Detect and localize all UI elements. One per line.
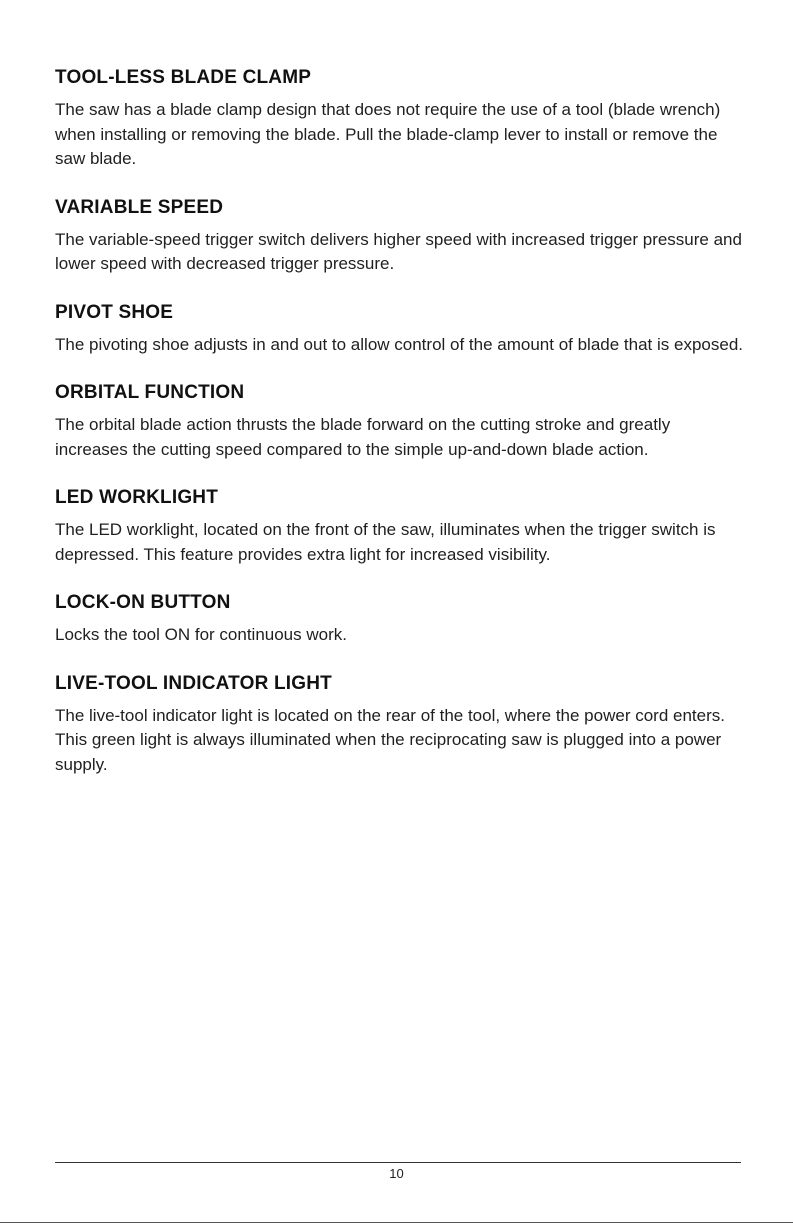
section-tool-less-blade-clamp — [55, 66, 745, 172]
page-bottom-edge — [0, 1222, 793, 1223]
feature-sections — [55, 66, 745, 801]
section-paragraph: The pivoting shoe adjusts in and out to allow control of the amount of blade that is exposed. — [55, 334, 743, 354]
section-orbital-function — [55, 381, 745, 462]
section-live-tool-indicator-light — [55, 672, 745, 778]
section-heading: LOCK-ON BUTTON — [55, 592, 231, 613]
section-paragraph: The variable-speed trigger switch delivers higher speed with increased trigger pressure and lower speed with decreased trigger pressure. — [55, 229, 742, 273]
section-pivot-shoe — [55, 301, 745, 358]
section-paragraph: The live-tool indicator light is located on the rear of the tool, where the power cord enters. This green light is always illuminated when the reciprocating saw is plugged into a power supply. — [55, 705, 725, 774]
section-paragraph: The orbital blade action thrusts the blade forward on the cutting stroke and greatly increases the cutting speed compared to the simple up-and-down blade action. — [55, 415, 671, 459]
section-heading: VARIABLE SPEED — [55, 196, 224, 218]
section-heading: LED WORKLIGHT — [55, 487, 219, 508]
section-paragraph: The LED worklight, located on the front of the saw, illuminates when the trigger switch is depressed. This feature provides extra light for increased visibility. — [55, 520, 716, 564]
section-variable-speed — [55, 196, 745, 277]
section-heading: ORBITAL FUNCTION — [55, 382, 245, 403]
section-lock-on-button — [55, 591, 745, 648]
section-heading: LIVE-TOOL INDICATOR LIGHT — [55, 672, 332, 694]
section-heading: TOOL-LESS BLADE CLAMP — [55, 67, 312, 88]
section-paragraph: The saw has a blade clamp design that does not require the use of a tool (blade wrench) when installing or removing the blade. Pull the blade-clamp lever to install or remove the saw blade. — [55, 100, 721, 168]
section-heading: PIVOT SHOE — [55, 301, 174, 323]
section-paragraph: Locks the tool ON for continuous work. — [55, 625, 347, 644]
page-number: 10 — [389, 1166, 404, 1181]
footer-divider — [55, 1162, 741, 1163]
section-led-worklight — [55, 486, 745, 567]
